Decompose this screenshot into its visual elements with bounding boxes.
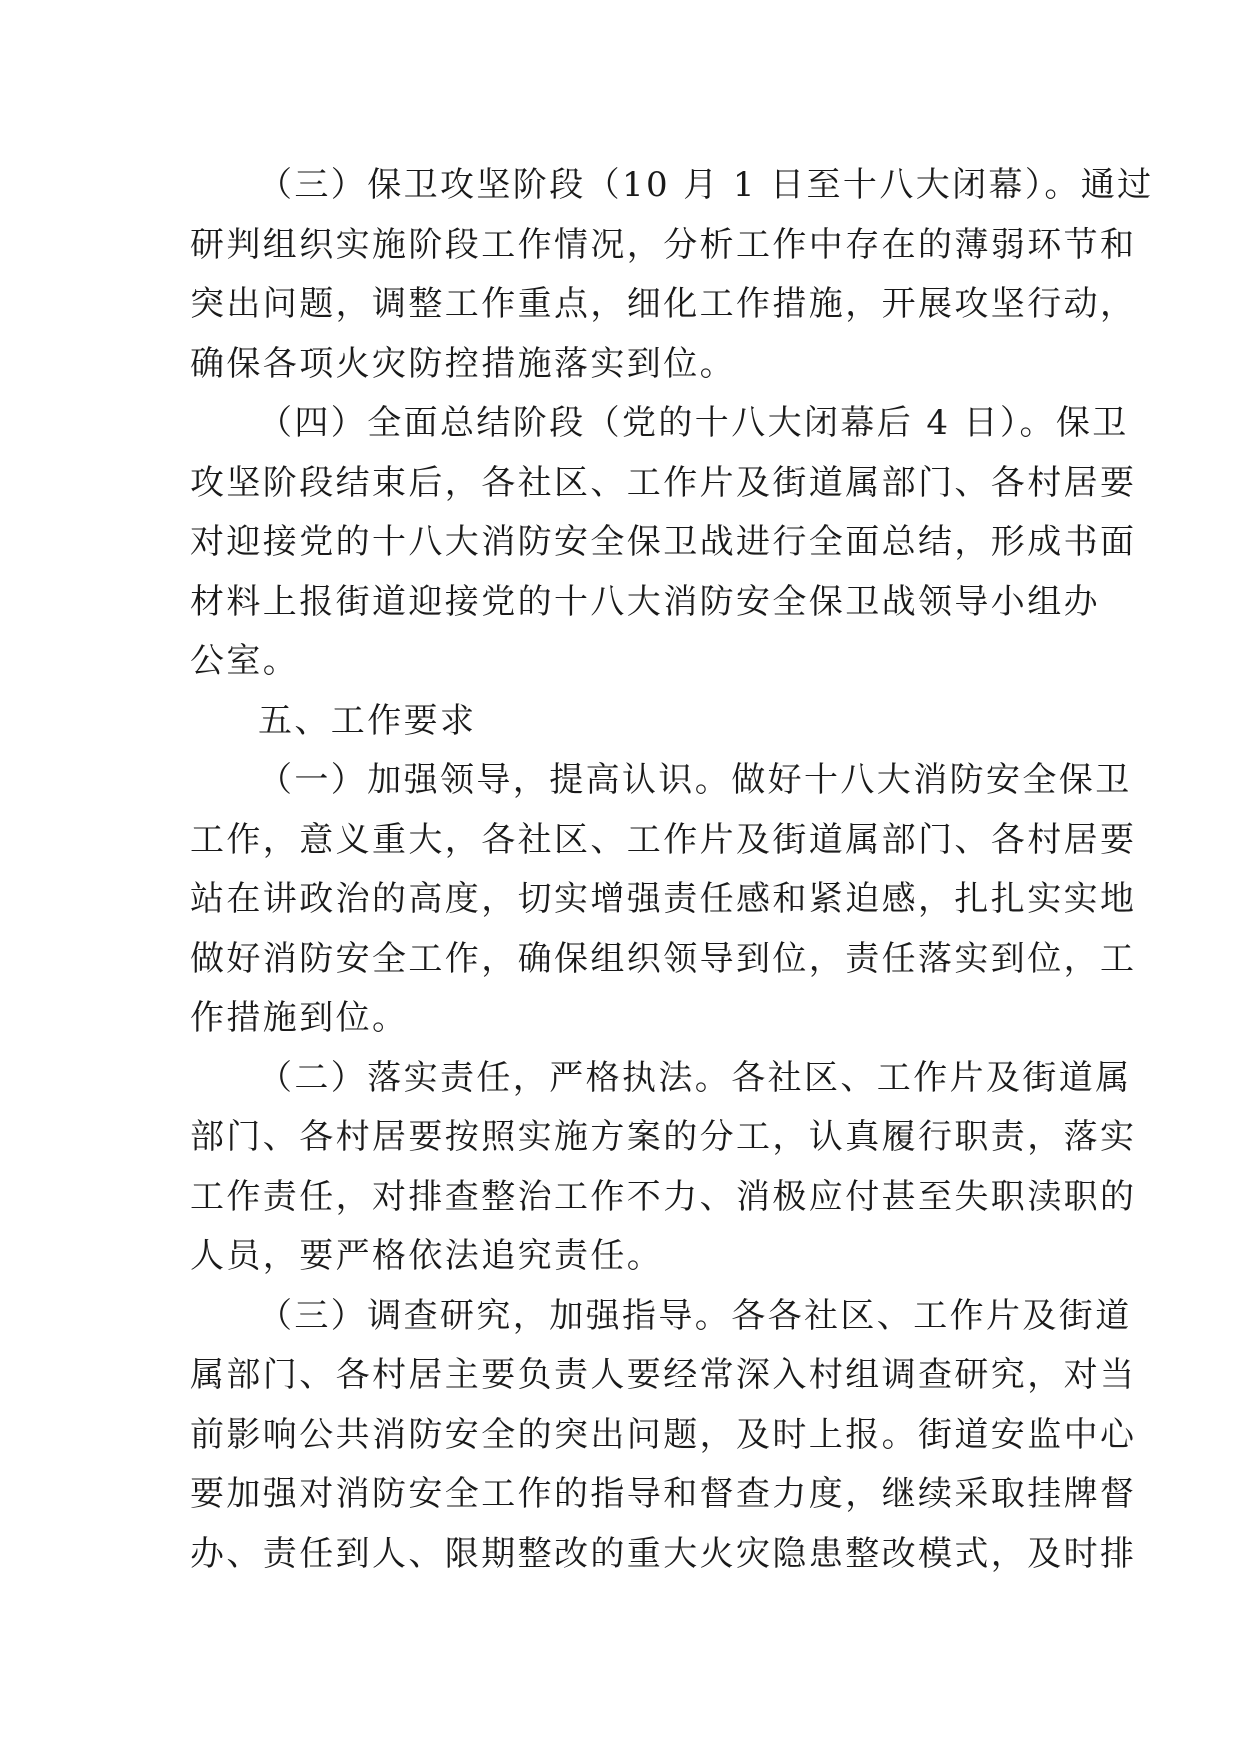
text-line: 工作，意义重大，各社区、工作片及街道属部门、各村居要 [190, 819, 1137, 860]
paragraph-stage-4 [190, 394, 1137, 692]
text-line: 研判组织实施阶段工作情况，分析工作中存在的薄弱环节和 [190, 224, 1137, 265]
text-line: 要加强对消防安全工作的指导和督查力度，继续采取挂牌督 [190, 1474, 1137, 1514]
text-line: （三）调查研究，加强指导。各各社区、工作片及街道 [258, 1295, 1132, 1336]
paragraph-requirement-3 [190, 1287, 1137, 1585]
text-line: （四）全面总结阶段（党的十八大闭幕后 4 日）。保卫 [258, 403, 1129, 443]
section-heading: 五、工作要求 [258, 700, 477, 741]
text-line: 部门、各村居要按照实施方案的分工，认真履行职责，落实 [190, 1117, 1137, 1157]
paragraph-requirement-2 [190, 1049, 1137, 1287]
text-line: 对迎接党的十八大消防安全保卫战进行全面总结，形成书面 [190, 522, 1137, 562]
text-line: 攻坚阶段结束后，各社区、工作片及街道属部门、各村居要 [190, 462, 1137, 503]
text-line: 前影响公共消防安全的突出问题，及时上报。街道安监中心 [190, 1414, 1137, 1455]
text-line: 公室。 [190, 641, 300, 681]
paragraph-stage-3 [190, 156, 1154, 394]
text-line: 材料上报街道迎接党的十八大消防安全保卫战领导小组办 [190, 581, 1100, 622]
text-line: 工作责任，对排查整治工作不力、消极应付甚至失职渎职的 [190, 1176, 1137, 1217]
document-body [190, 156, 1154, 1584]
text-line: 确保各项火灾防控措施落实到位。 [190, 343, 736, 384]
text-line: 人员，要严格依法追究责任。 [190, 1236, 664, 1276]
text-line: （一）加强领导，提高认识。做好十八大消防安全保卫 [258, 760, 1132, 800]
text-line: 办、责任到人、限期整改的重大火灾隐患整改模式，及时排 [190, 1533, 1137, 1574]
text-line: 属部门、各村居主要负责人要经常深入村组调查研究，对当 [190, 1355, 1137, 1395]
text-line: （二）落实责任，严格执法。各社区、工作片及街道属 [258, 1057, 1132, 1098]
paragraph-requirement-1 [190, 751, 1137, 1049]
text-line: 作措施到位。 [190, 998, 409, 1038]
text-line: 做好消防安全工作，确保组织领导到位，责任落实到位，工 [190, 938, 1137, 979]
text-line: 站在讲政治的高度，切实增强责任感和紧迫感，扎扎实实地 [190, 879, 1137, 919]
text-line: 突出问题，调整工作重点，细化工作措施，开展攻坚行动， [190, 284, 1137, 324]
text-line: （三）保卫攻坚阶段（10 月 1 日至十八大闭幕）。通过 [258, 165, 1154, 205]
